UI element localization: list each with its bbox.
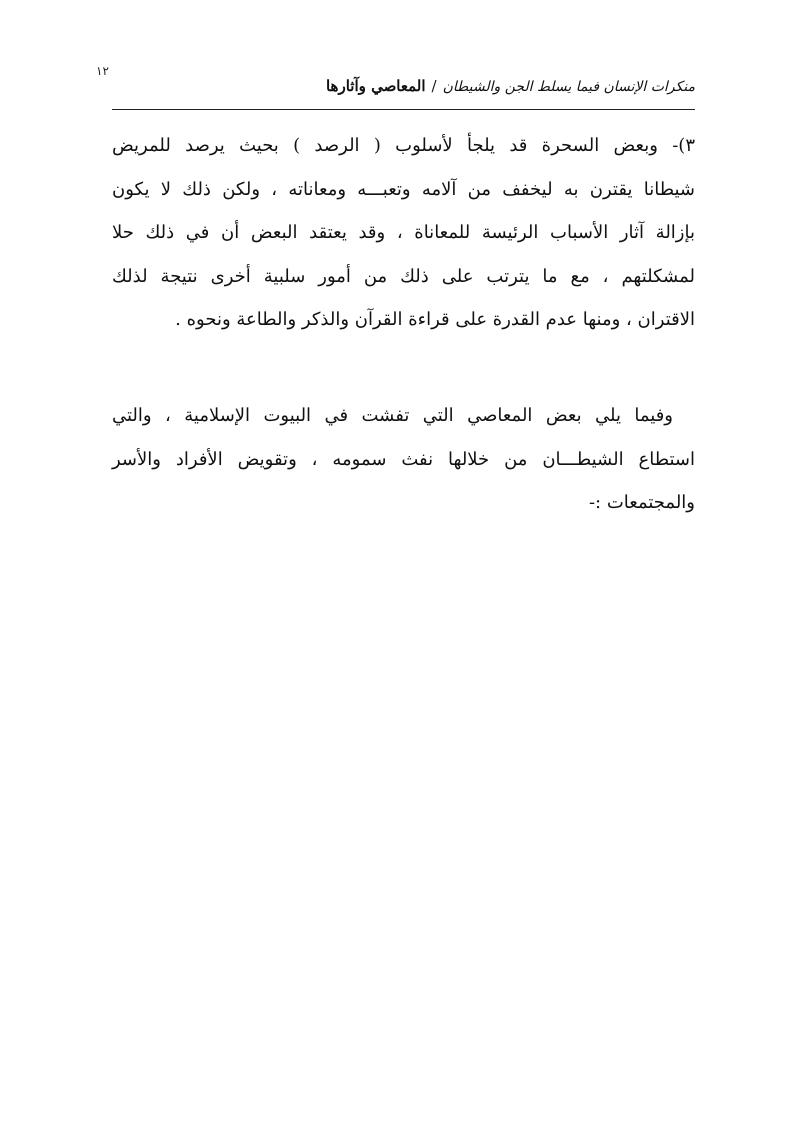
paragraph-line: استطاع الشيطـــان من خلالها نفث سمومه ، وتقويض الأفراد والأسر [112,448,695,470]
paragraph-line: وفيما يلي بعض المعاصي التي تفشت في البيوت الإسلامية ، والتي [112,405,673,426]
paragraph-line: لمشكلتهم ، مع ما يترتب على ذلك من أمور سلبية أخرى نتيجة لذلك [112,265,695,287]
paragraph-line: بإزالة آثار الأسباب الرئيسة للمعاناة ، وقد يعتقد البعض أن في ذلك حلا [112,222,695,243]
paragraph-line: والمجتمعات :- [588,492,695,513]
paragraph-line: ٣)- وبعض السحرة قد يلجأ لأسلوب ( الرصد ) بحيث يرصد للمريض [112,135,695,156]
paragraph-line: الاقتران ، ومنها عدم القدرة على قراءة القرآن والذكر والطاعة ونحوه . [175,309,695,330]
paragraph-line: شيطانا يقترن به ليخفف من آلامه وتعبـــه ومعاناته ، ولكن ذلك لا يكون [112,178,695,200]
header-separator: / [431,77,437,95]
book-title: منكرات الإنسان فيما يسلط الجن والشيطان [442,79,695,95]
page-number: ١٢ [96,64,109,78]
paragraph-sins-intro [112,394,695,525]
chapter-title: المعاصي وآثارها [325,77,426,95]
paragraph-ruqya [112,124,695,342]
running-header [326,76,695,97]
header-divider [112,109,695,110]
